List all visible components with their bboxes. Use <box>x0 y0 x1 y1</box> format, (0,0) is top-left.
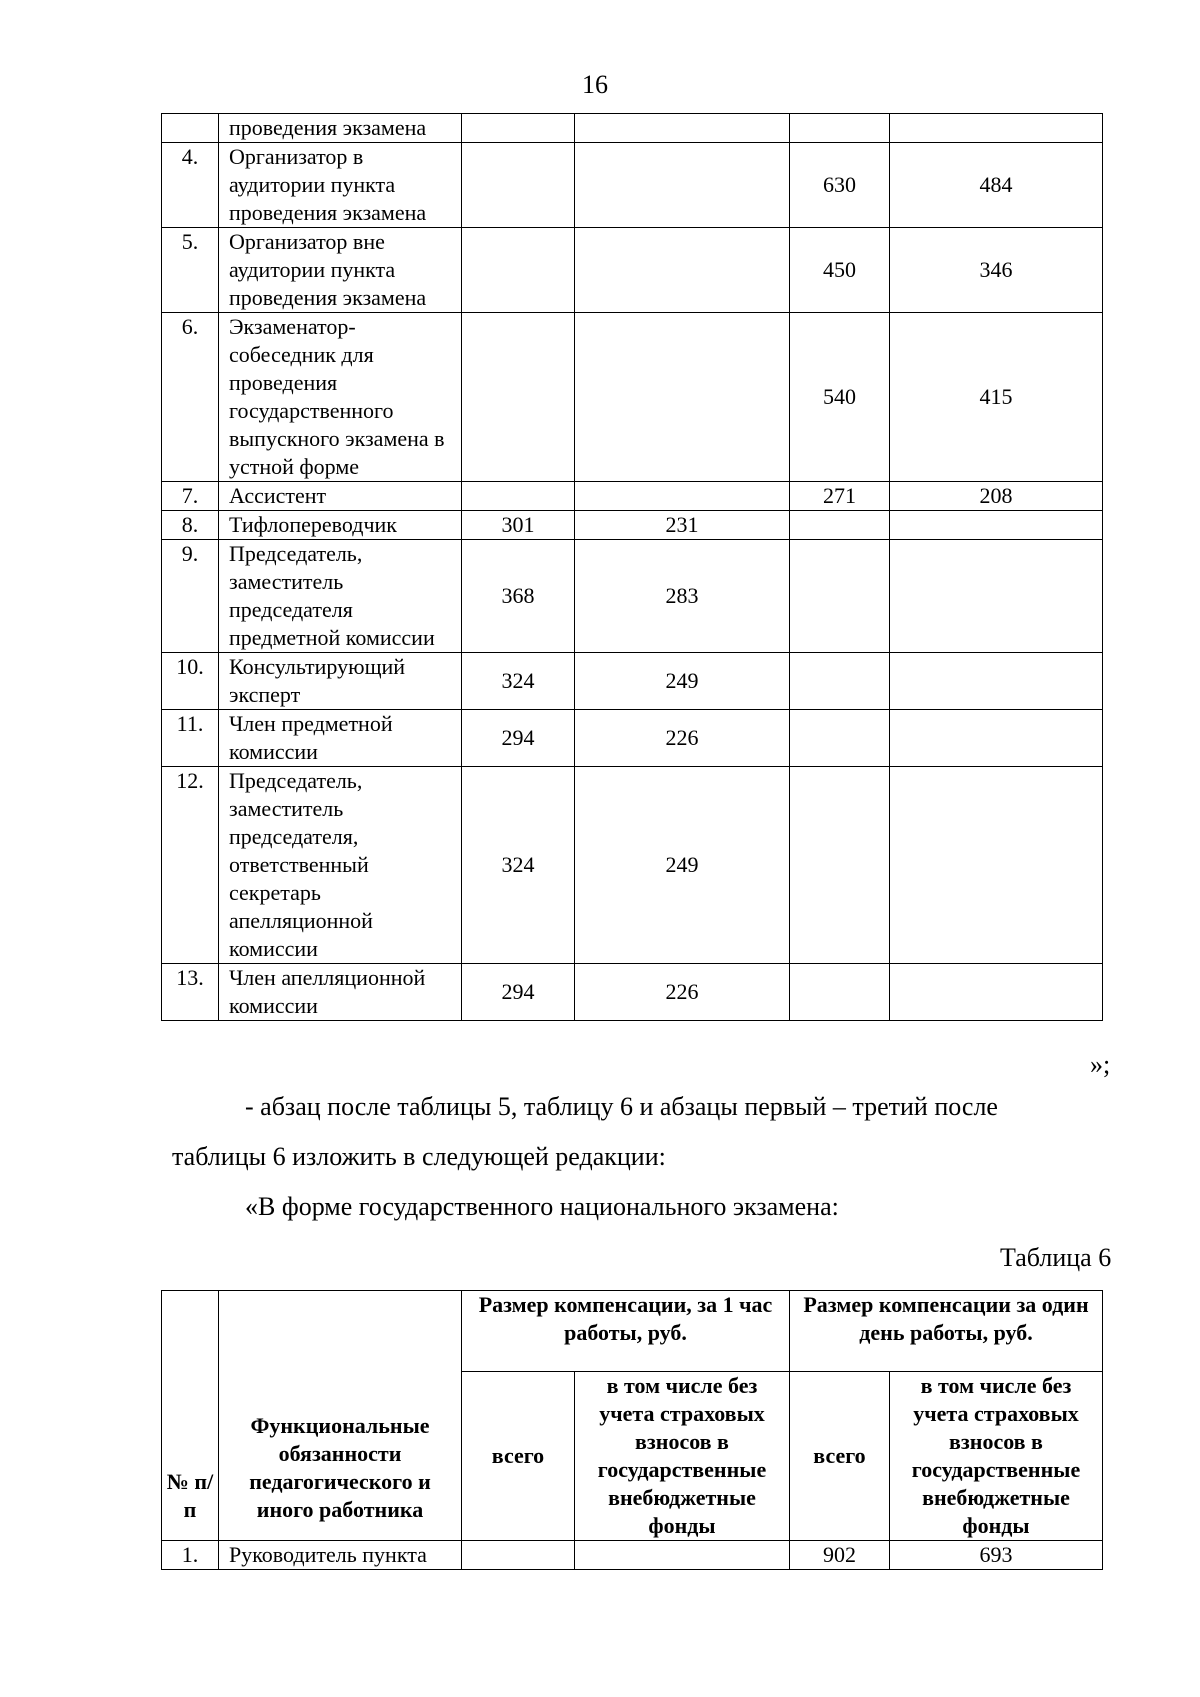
day-total: 540 <box>790 313 890 482</box>
hour-excl: 226 <box>575 964 790 1021</box>
table-row <box>162 540 1103 653</box>
row-duty: Член предметной комиссии <box>219 710 462 767</box>
day-total: 902 <box>790 1541 890 1570</box>
header-hour-group: Размер компенсации, за 1 час работы, руб. <box>462 1291 790 1372</box>
hour-excl: 249 <box>575 767 790 964</box>
row-duty: Экзаменатор-собеседник для проведения государственного выпускного экзамена в устной форме <box>219 313 462 482</box>
row-number: 9. <box>162 540 219 653</box>
hour-excl: 231 <box>575 511 790 540</box>
hour-excl <box>575 313 790 482</box>
hour-total: 324 <box>462 767 575 964</box>
day-excl: 415 <box>890 313 1103 482</box>
row-duty: Председатель, заместитель председателя, ответственный секретарь апелляционной комиссии <box>219 767 462 964</box>
hour-total: 301 <box>462 511 575 540</box>
row-number <box>162 114 219 143</box>
table-row <box>162 482 1103 511</box>
day-excl: 484 <box>890 143 1103 228</box>
day-total: 271 <box>790 482 890 511</box>
row-number: 13. <box>162 964 219 1021</box>
row-duty: Руководитель пункта <box>219 1541 462 1570</box>
table-row <box>162 964 1103 1021</box>
row-duty: проведения экзамена <box>219 114 462 143</box>
table-row <box>162 767 1103 964</box>
day-excl <box>890 653 1103 710</box>
day-total <box>790 653 890 710</box>
day-excl: 693 <box>890 1541 1103 1570</box>
row-number: 7. <box>162 482 219 511</box>
table-row <box>162 143 1103 228</box>
table-row <box>162 1541 1103 1570</box>
day-excl <box>890 767 1103 964</box>
table-caption: Таблица 6 <box>1000 1243 1112 1272</box>
table-row <box>162 228 1103 313</box>
header-row <box>162 1291 1103 1372</box>
day-total <box>790 540 890 653</box>
row-duty: Консультирующий эксперт <box>219 653 462 710</box>
header-duties: Функциональные обязанности педагогического и иного работника <box>219 1291 462 1541</box>
paragraph-exam-form: «В форме государственного национального экзамена: <box>245 1192 839 1221</box>
closing-quote: »; <box>1090 1050 1111 1079</box>
hour-excl: 283 <box>575 540 790 653</box>
table-row <box>162 511 1103 540</box>
header-day-excl: в том числе без учета страховых взносов в государственные внебюджетные фонды <box>890 1372 1103 1541</box>
day-total <box>790 767 890 964</box>
hour-total <box>462 228 575 313</box>
day-total <box>790 964 890 1021</box>
table-row <box>162 653 1103 710</box>
header-number: № п/п <box>162 1291 219 1541</box>
row-number: 12. <box>162 767 219 964</box>
row-duty: Председатель, заместитель председателя предметной комиссии <box>219 540 462 653</box>
hour-excl <box>575 228 790 313</box>
hour-total: 324 <box>462 653 575 710</box>
row-number: 6. <box>162 313 219 482</box>
day-excl: 208 <box>890 482 1103 511</box>
day-excl <box>890 511 1103 540</box>
hour-total: 294 <box>462 964 575 1021</box>
row-number: 8. <box>162 511 219 540</box>
day-total: 450 <box>790 228 890 313</box>
hour-total <box>462 114 575 143</box>
paragraph-amendment-line2: таблицы 6 изложить в следующей редакции: <box>172 1142 666 1171</box>
row-duty: Организатор в аудитории пункта проведения экзамена <box>219 143 462 228</box>
row-number: 4. <box>162 143 219 228</box>
row-number: 10. <box>162 653 219 710</box>
day-total <box>790 114 890 143</box>
day-excl <box>890 710 1103 767</box>
hour-total <box>462 143 575 228</box>
row-duty: Организатор вне аудитории пункта проведения экзамена <box>219 228 462 313</box>
table-row <box>162 114 1103 143</box>
day-excl <box>890 114 1103 143</box>
day-excl <box>890 540 1103 653</box>
day-excl: 346 <box>890 228 1103 313</box>
row-number: 5. <box>162 228 219 313</box>
hour-excl <box>575 114 790 143</box>
row-number: 1. <box>162 1541 219 1570</box>
row-duty: Тифлопереводчик <box>219 511 462 540</box>
hour-excl: 249 <box>575 653 790 710</box>
day-total <box>790 710 890 767</box>
hour-excl <box>575 482 790 511</box>
day-total: 630 <box>790 143 890 228</box>
hour-total <box>462 313 575 482</box>
hour-total <box>462 1541 575 1570</box>
row-duty: Ассистент <box>219 482 462 511</box>
hour-excl <box>575 143 790 228</box>
header-hour-excl: в том числе без учета страховых взносов в государственные внебюджетные фонды <box>575 1372 790 1541</box>
hour-total: 368 <box>462 540 575 653</box>
table-row <box>162 313 1103 482</box>
paragraph-amendment-line1: - абзац после таблицы 5, таблицу 6 и абзацы первый – третий после <box>245 1092 998 1121</box>
hour-excl <box>575 1541 790 1570</box>
table-row <box>162 710 1103 767</box>
hour-excl: 226 <box>575 710 790 767</box>
compensation-table-continued <box>161 113 1103 1021</box>
day-total <box>790 511 890 540</box>
day-excl <box>890 964 1103 1021</box>
header-day-group: Размер компенсации за один день работы, руб. <box>790 1291 1103 1372</box>
hour-total <box>462 482 575 511</box>
row-number: 11. <box>162 710 219 767</box>
row-duty: Член апелляционной комиссии <box>219 964 462 1021</box>
header-hour-total: всего <box>462 1372 575 1541</box>
page-number: 16 <box>582 70 608 99</box>
header-day-total: всего <box>790 1372 890 1541</box>
compensation-table-6 <box>161 1290 1103 1570</box>
hour-total: 294 <box>462 710 575 767</box>
